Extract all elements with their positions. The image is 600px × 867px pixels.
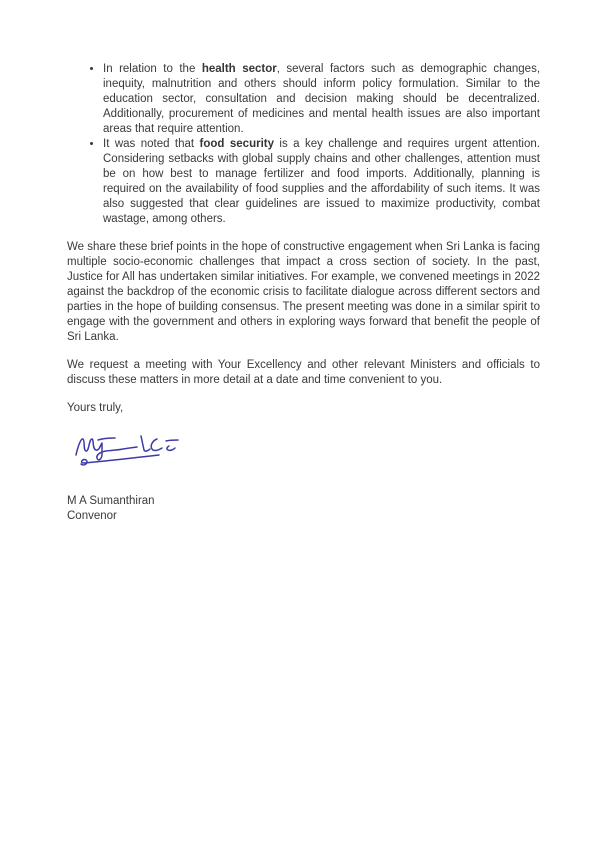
handwritten-signature-icon: [73, 430, 191, 476]
bullet-item-food-security: [103, 137, 540, 227]
bullet-text-pre: In relation to the: [103, 63, 202, 75]
signatory-name: M A Sumanthiran: [67, 495, 155, 507]
bold-term-health-sector: health sector: [201, 63, 277, 75]
bullet-text-post: is a key challenge and requires urgent attention. Considering setbacks with global supply chains and other challenges, attention must be on how best to manage fertilizer and food imports. Additionally, planning is required on the availability of food supplies and the affordability of such items. It was also suggested that clear guidelines are issued to maximize productivity, combat wastage, among others.: [103, 138, 540, 225]
letter-body: [67, 62, 540, 524]
signatory-block: [67, 494, 540, 524]
bold-term-food-security: food security: [199, 138, 274, 150]
bullet-list: [67, 62, 540, 227]
signature-block: [73, 430, 540, 482]
bullet-text-pre: It was noted that: [103, 138, 200, 150]
bullet-text-post: , several factors such as demographic changes, inequity, malnutrition and others should inform policy formulation. Similar to the education sector, consultation and decision making should be decentralized. Additionally, procurement of medicines and mental health issues are also important areas that require attention.: [103, 63, 541, 135]
paragraph-meeting-request: We request a meeting with Your Excellency and other relevant Ministers and officials to discuss these matters in more detail at a date and time convenient to you.: [67, 359, 540, 386]
signatory-title: Convenor: [67, 510, 117, 522]
signature-strokes: [76, 436, 178, 465]
paragraph-engagement: We share these brief points in the hope of constructive engagement when Sri Lanka is facing multiple socio-economic challenges that impact a cross section of society. In the past, Justice for All has undertaken similar initiatives. For example, we convened meetings in 2022 against the backdrop of the economic crisis to facilitate dialogue across different sectors and parties in the hope of building consensus. The present meeting was done in a similar spirit to engage with the government and others in exploring ways forward that benefit the people of Sri Lanka.: [67, 241, 540, 343]
bullet-item-health-sector: [103, 62, 540, 137]
closing-valediction: Yours truly,: [67, 402, 124, 414]
